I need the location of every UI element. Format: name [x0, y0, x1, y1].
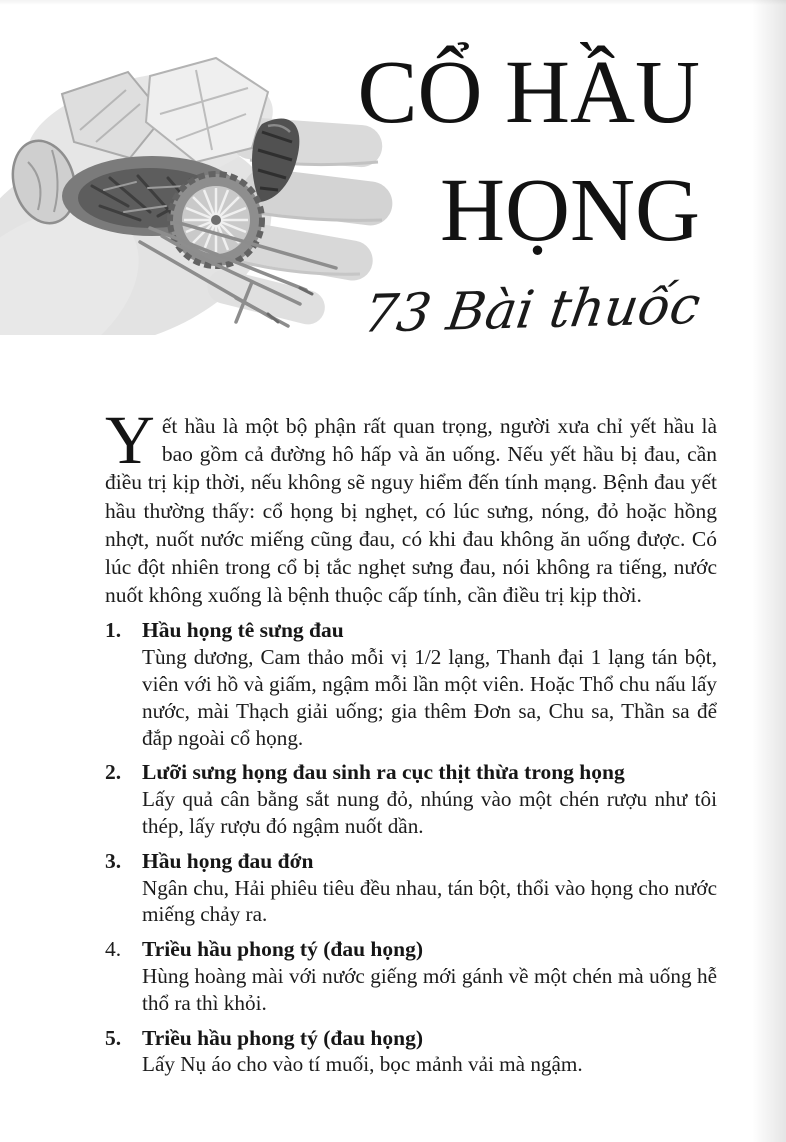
- page-edge-shading-right: [752, 0, 786, 1142]
- hero-image-hand-with-herbs: [0, 30, 400, 335]
- page-edge-shading-top: [0, 0, 786, 5]
- body-text-column: [105, 402, 717, 1078]
- remedy-body: Lấy quả cân bằng sắt nung đỏ, nhúng vào một chén rượu như tôi thép, lấy rượu đó ngậm nuốt dần.: [142, 787, 717, 838]
- intro-paragraph: [105, 402, 717, 609]
- remedy-item-3: [105, 848, 717, 928]
- remedy-heading: Triều hầu phong tý (đau họng): [142, 1025, 423, 1050]
- chapter-subtitle: 73 Bài thuốc: [360, 276, 705, 345]
- remedy-body: Hùng hoàng mài với nước giếng mới gánh về một chén mà uống hễ thổ ra thì khỏi.: [142, 963, 717, 1015]
- remedy-number: 3.: [105, 848, 122, 873]
- remedy-content: [142, 1025, 717, 1079]
- title-line-1: CỔ HẦU: [357, 43, 700, 142]
- remedy-number: 1.: [105, 618, 122, 643]
- title-line-2: HỌNG: [440, 161, 700, 260]
- remedy-content: [142, 617, 717, 751]
- remedy-item-4: [105, 936, 717, 1016]
- chapter-title-block: [357, 34, 705, 345]
- remedy-number: 2.: [105, 760, 122, 785]
- remedy-content: [142, 936, 717, 1016]
- remedy-body: Ngân chu, Hải phiêu tiêu đều nhau, tán bột, thổi vào họng cho nước miếng chảy ra.: [142, 875, 717, 927]
- remedy-heading: Triều hầu phong tý (đau họng): [142, 937, 423, 962]
- remedy-item-5: [105, 1025, 717, 1079]
- remedy-number: 5.: [105, 1025, 122, 1050]
- intro-text: ết hầu là một bộ phận rất quan trọng, người xưa chỉ yết hầu là bao gồm cả đường hô hấp và ăn uống. Nếu yết hầu bị đau, cần điều trị kịp thời, nếu không sẽ nguy hiểm đến tính mạng. Bệnh đau yết hầu thường thấy: cổ họng bị nghẹt, có lúc sưng, nóng, đỏ hoặc hồng nhợt, nuốt nước miếng cũng đau, có khi đau không ăn uống được. Có lúc đột nhiên trong cổ bị tắc nghẹt sưng đau, nói không ra tiếng, nước nuốt không xuống là bệnh thuộc cấp tính, cần điều trị kịp thời.: [105, 414, 717, 608]
- remedy-heading: Hầu họng tê sưng đau: [142, 618, 344, 643]
- page-title: [357, 34, 700, 270]
- drop-cap: Y: [105, 402, 155, 478]
- remedy-content: [142, 759, 717, 839]
- remedy-item-1: [105, 617, 717, 751]
- hand-herbs-illustration: [0, 30, 400, 335]
- remedy-body: Lấy Nụ áo cho vào tí muối, bọc mảnh vải mà ngậm.: [142, 1052, 583, 1077]
- remedy-heading: Hầu họng đau đớn: [142, 848, 314, 873]
- remedy-content: [142, 848, 717, 928]
- remedy-number: 4.: [105, 937, 122, 962]
- remedy-body: Tùng dương, Cam thảo mỗi vị 1/2 lạng, Thanh đại 1 lạng tán bột, viên với hồ và giấm, ngậm mỗi lần một viên. Hoặc Thổ chu nấu lấy nước, mài Thạch giải uống; gia thêm Đơn sa, Chu sa, Thần sa để đắp ngoài cổ họng.: [142, 645, 717, 750]
- remedy-heading: Lưỡi sưng họng đau sinh ra cục thịt thừa trong họng: [142, 760, 625, 785]
- remedy-item-2: [105, 759, 717, 839]
